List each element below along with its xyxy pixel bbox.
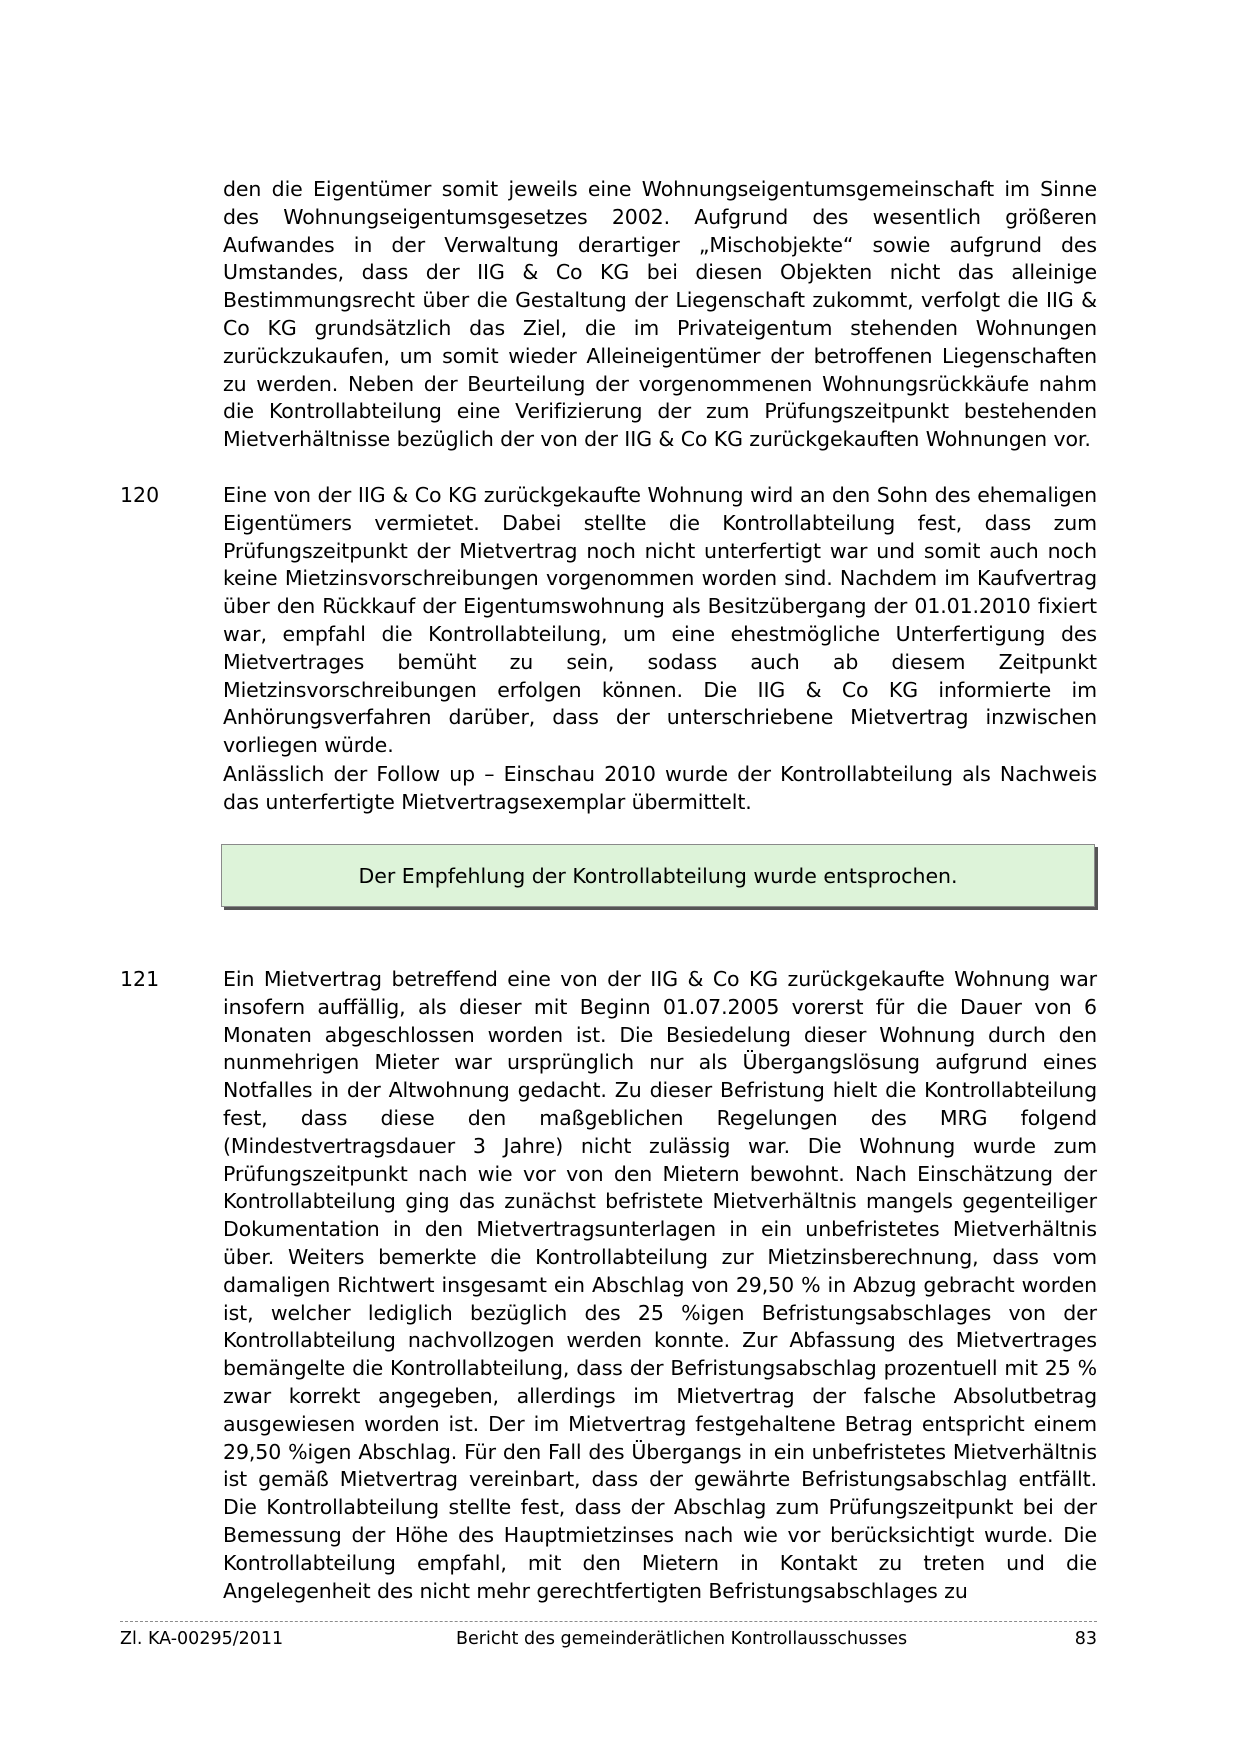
- recommendation-callout-box: [221, 844, 1095, 907]
- section-120-paragraph-1: Eine von der IIG & Co KG zurückgekaufte Wohnung wird an den Sohn des ehemaligen Eigentümers vermietet. Dabei stellte die Kontrollabteilung fest, dass zum Prüfungszeitpunkt der Mietvertrag noch nicht unterfertigt war und somit auch noch keine Mietzinsvorschreibungen vorgenommen worden sind. Nachdem im Kaufvertrag über den Rückkauf der Eigentumswohnung als Besitzübergang der 01.01.2010 fixiert war, empfahl die Kontrollabteilung, um eine ehestmögliche Unterfertigung des Mietvertrages bemüht zu sein, sodass auch ab diesem Zeitpunkt Mietzinsvorschreibungen erfolgen können. Die IIG & Co KG informierte im Anhörungsverfahren darüber, dass der unterschriebene Mietvertrag inzwischen vorliegen würde.: [223, 483, 1097, 758]
- footer-reference: Zl. KA-00295/2011: [120, 1629, 284, 1649]
- recommendation-callout-text: Der Empfehlung der Kontrollabteilung wurde entsprochen.: [358, 863, 958, 888]
- footer-title: Bericht des gemeinderätlichen Kontrollausschusses: [456, 1629, 908, 1649]
- intro-paragraph: den die Eigentümer somit jeweils eine Wohnungseigentumsgemeinschaft im Sinne des Wohnungseigentumsgesetzes 2002. Aufgrund des wesentlich größeren Aufwandes in der Verwaltung derartiger „Mischobjekte“ sowie aufgrund des Umstandes, dass der IIG & Co KG bei diesen Objekten nicht das alleinige Bestimmungsrecht über die Gestaltung der Liegenschaft zukommt, verfolgt die IIG & Co KG grundsätzlich das Ziel, die im Privateigentum stehenden Wohnungen zurückzukaufen, um somit wieder Alleineigentümer der betroffenen Liegenschaften zu werden. Neben der Beurteilung der vorgenommenen Wohnungsrückkäufe nahm die Kontrollabteilung eine Verifizierung der zum Prüfungszeitpunkt bestehenden Mietverhältnisse bezüglich der von der IIG & Co KG zurückgekauften Wohnungen vor.: [223, 177, 1097, 452]
- paragraph-number-121: 121: [120, 967, 160, 991]
- paragraph-number-120: 120: [120, 483, 160, 507]
- section-120-paragraph-2: Anlässlich der Follow up – Einschau 2010 wurde der Kontrollabteilung als Nachweis das unterfertigte Mietvertragsexemplar übermittelt.: [223, 762, 1097, 814]
- footer-page-number: 83: [1074, 1629, 1097, 1649]
- footer-divider: [120, 1621, 1097, 1622]
- section-121-paragraph-1: Ein Mietvertrag betreffend eine von der IIG & Co KG zurückgekaufte Wohnung war insofern auffällig, als dieser mit Beginn 01.07.2005 vorerst für die Dauer von 6 Monaten abgeschlossen worden ist. Die Besiedelung dieser Wohnung durch den nunmehrigen Mieter war ursprünglich nur als Übergangslösung aufgrund eines Notfalles in der Altwohnung gedacht. Zu dieser Befristung hielt die Kontrollabteilung fest, dass diese den maßgeblichen Regelungen des MRG folgend (Mindestvertragsdauer 3 Jahre) nicht zulässig war. Die Wohnung wurde zum Prüfungszeitpunkt nach wie vor von den Mietern bewohnt. Nach Einschätzung der Kontrollabteilung ging das zunächst befristete Mietverhältnis mangels gegenteiliger Dokumentation in den Mietvertragsunterlagen in ein unbefristetes Mietverhältnis über. Weiters bemerkte die Kontrollabteilung zur Mietzinsberechnung, dass vom damaligen Richtwert insgesamt ein Abschlag von 29,50 % in Abzug gebracht worden ist, welcher lediglich bezüglich des 25 %igen Befristungsabschlages von der Kontrollabteilung nachvollzogen werden konnte. Zur Abfassung des Mietvertrages bemängelte die Kontrollabteilung, dass der Befristungsabschlag prozentuell mit 25 % zwar korrekt angegeben, allerdings im Mietvertrag der falsche Absolutbetrag ausgewiesen worden ist. Der im Mietvertrag festgehaltene Betrag entspricht einem 29,50 %igen Abschlag. Für den Fall des Übergangs in ein unbefristetes Mietverhältnis ist gemäß Mietvertrag vereinbart, dass der gewährte Befristungsabschlag entfällt. Die Kontrollabteilung stellte fest, dass der Abschlag zum Prüfungszeitpunkt bei der Bemessung der Höhe des Hauptmietzinses nach wie vor berücksichtigt wurde. Die Kontrollabteilung empfahl, mit den Mietern in Kontakt zu treten und die Angelegenheit des nicht mehr gerechtfertigten Befristungsabschlages zu: [223, 967, 1097, 1603]
